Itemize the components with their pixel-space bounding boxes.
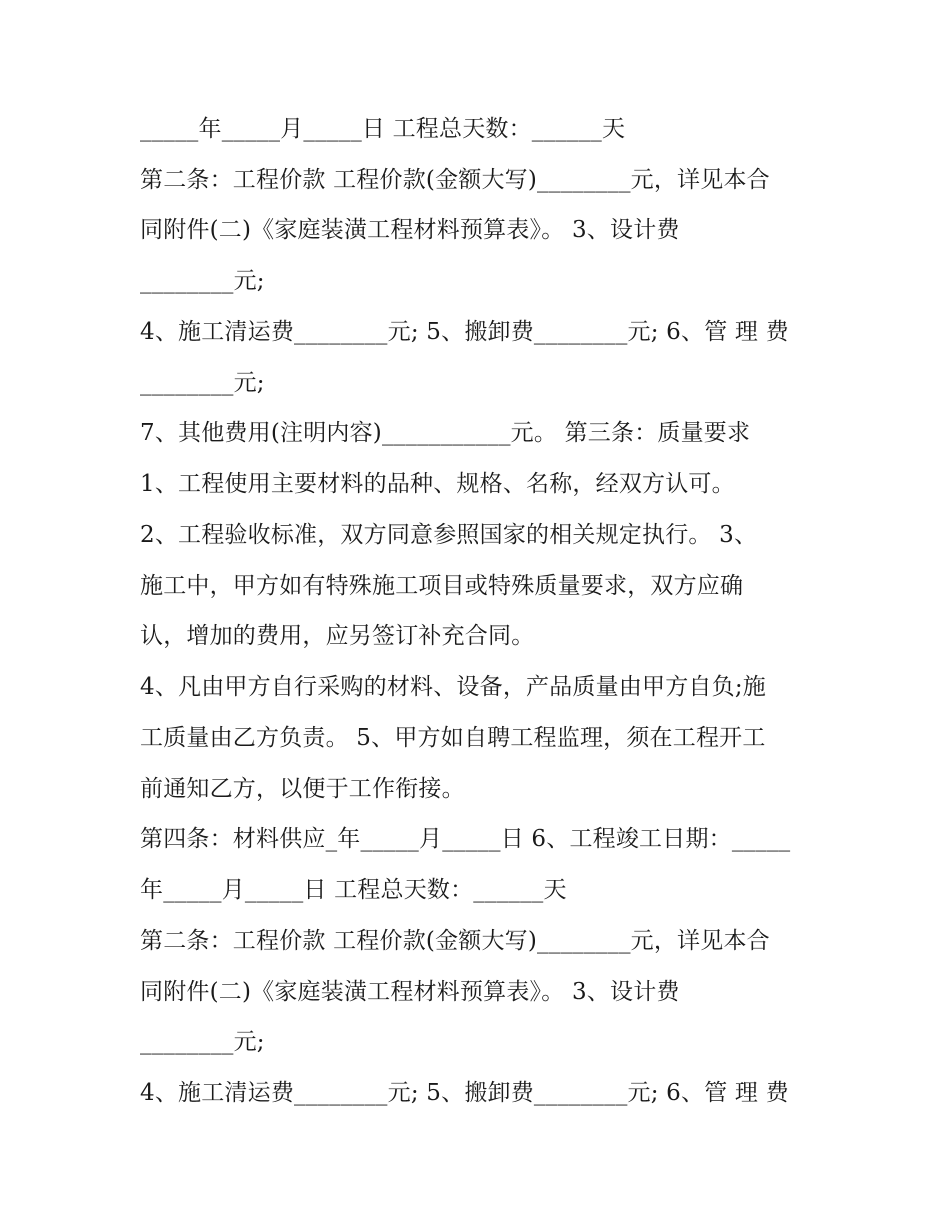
text-line-6: ________元; (140, 370, 265, 396)
text-line-19: ________元; (140, 1029, 265, 1055)
text-line-9: 2、工程验收标准，双方同意参照国家的相关规定执行。 3、 (140, 522, 758, 548)
text-line-17: 第二条：工程价款 工程价款(金额大写)________元，详见本合 (140, 928, 770, 954)
text-line-7: 7、其他费用(注明内容)___________元。 第三条：质量要求 (140, 420, 751, 446)
text-line-1: _____年_____月_____日 工程总天数：______天 (140, 116, 626, 142)
text-line-8: 1、工程使用主要材料的品种、规格、名称，经双方认可。 (140, 471, 735, 497)
text-line-4: ________元; (140, 268, 265, 294)
text-line-15: 第四条：材料供应_年_____月_____日 6、工程竣工日期：_____ (140, 826, 791, 852)
text-line-10: 施工中，甲方如有特殊施工项目或特殊质量要求，双方应确 (140, 573, 744, 599)
text-line-3: 同附件(二)《家庭装潢工程材料预算表》。 3、设计费 (140, 217, 680, 243)
text-line-5: 4、施工清运费________元; 5、搬卸费________元; 6、管 理 费 (140, 319, 789, 345)
text-line-11: 认，增加的费用，应另签订补充合同。 (140, 623, 535, 649)
text-line-14: 前通知乙方，以便于工作衔接。 (140, 776, 465, 802)
text-line-16: 年_____月_____日 工程总天数：______天 (140, 877, 567, 903)
text-line-12: 4、凡由甲方自行采购的材料、设备，产品质量由甲方自负;施 (140, 674, 766, 700)
text-line-13: 工质量由乙方负责。 5、甲方如自聘工程监理，须在工程开工 (140, 725, 766, 751)
text-line-18: 同附件(二)《家庭装潢工程材料预算表》。 3、设计费 (140, 979, 680, 1005)
text-line-2: 第二条：工程价款 工程价款(金额大写)________元，详见本合 (140, 167, 770, 193)
text-line-20: 4、施工清运费________元; 5、搬卸费________元; 6、管 理 费 (140, 1080, 789, 1106)
